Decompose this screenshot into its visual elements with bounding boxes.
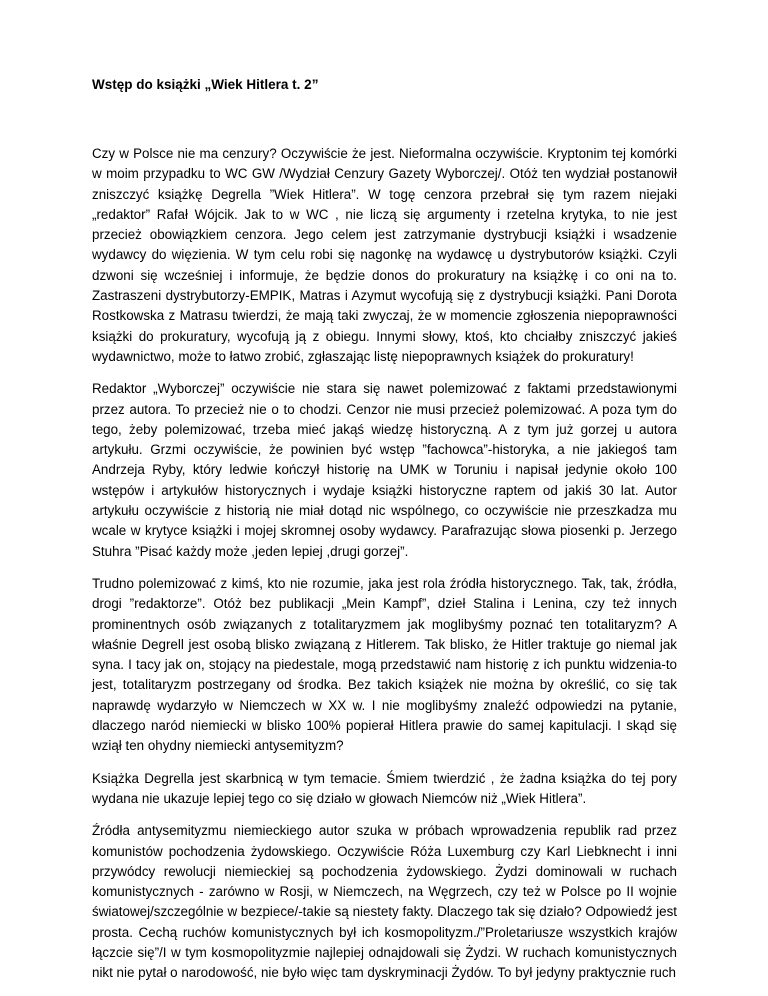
- document-page: [92, 76, 677, 996]
- document-title: Wstęp do książki „Wiek Hitlera t. 2”: [92, 77, 319, 92]
- paragraph: Książka Degrella jest skarbnicą w tym temacie. Śmiem twierdzić , że żadna książka do tej pory wydana nie ukazuje lepiej tego co się działo w głowach Niemców niż „Wiek Hitlera”.: [92, 770, 677, 806]
- paragraph: Redaktor „Wyborczej” oczywiście nie stara się nawet polemizować z faktami przedstawionymi przez autora. To przecież nie o to chodzi. Cenzor nie musi przecież polemizować. A poza tym do tego, żeby polemizować, trzeba mieć jakąś wiedzę historyczną. A z tym już gorzej u autora artykułu. Grzmi oczywiście, że powinien być wstęp ”fachowca”-historyka, a nie jakiegoś tam Andrzeja Ryby, który ledwie kończył historię na UMK w Toruniu i napisał jedynie około 100 wstępów i artykułów historycznych i wydaje książki historyczne raptem od jakiś 30 lat. Autor artykułu oczywiście z historią nie miał dotąd nic wspólnego, co oczywiście nie przeszkadza mu wcale w krytyce książki i mojej skromnej osoby wydawcy. Parafrazując słowa piosenki p. Jerzego Stuhra ”Pisać każdy może ,jeden lepiej ,drugi gorzej”.: [92, 381, 677, 559]
- paragraph: Źródła antysemityzmu niemieckiego autor szuka w próbach wprowadzenia republik rad przez komunistów pochodzenia żydowskiego. Oczywiście Róża Luxemburg czy Karl Liebknecht i inni przywódcy rewolucji niemieckiej są pochodzenia żydowskiego. Żydzi dominowali w ruchach komunistycznych - zarówno w Rosji, w Niemczech, na Węgrzech, czy też w Polsce po II wojnie światowej/szczególnie w bezpiece/-takie są niestety fakty. Dlaczego tak się działo? Odpowiedź jest prosta. Cechą ruchów komunistycznych był ich kosmopolityzm./”Proletariusze wszystkich krajów łączcie się”/I w tym kosmopolityzmie najlepiej odnajdowali się Żydzi. W ruchach komunistycznych nikt nie pytał o narodowość, nie było więc tam dyskryminacji Żydów. To był jedyny praktycznie ruch: [92, 823, 677, 981]
- paragraph: Trudno polemizować z kimś, kto nie rozumie, jaka jest rola źródła historycznego. Tak, tak, źródła, drogi ”redaktorze”. Otóż bez publikacji „Mein Kampf”, dzieł Stalina i Lenina, czy też innych prominentnych osób związanych z totalitaryzmem jak moglibyśmy poznać ten totalitaryzm? A właśnie Degrell jest osobą blisko związaną z Hitlerem. Tak blisko, że Hitler traktuje go niemal jak syna. I tacy jak on, stojący na piedestale, mogą przedstawić nam historię z ich punktu widzenia-to jest, totalitaryzm postrzegany od środka. Bez takich książek nie można by określić, co się tak naprawdę wydarzyło w Niemczech w XX w. I nie moglibyśmy znaleźć odpowiedzi na pytanie, dlaczego naród niemiecki w blisko 100% popierał Hitlera prawie do samej kapitulacji. I skąd się wziął ten ohydny niemiecki antysemityzm?: [92, 575, 677, 754]
- paragraph: Czy w Polsce nie ma cenzury? Oczywiście że jest. Nieformalna oczywiście. Kryptonim tej komórki w moim przypadku to WC GW /Wydział Cenzury Gazety Wyborczej/. Otóż ten wydział postanowił zniszczyć książkę Degrella ”Wiek Hitlera”. W togę cenzora przebrał się tym razem niejaki „redaktor” Rafał Wójcik. Jak to w WC , nie liczą się argumenty i rzetelna krytyka, to nie jest przecież obowiązkiem cenzora. Jego celem jest zatrzymanie dystrybucji książki i wsadzenie wydawcy do więzienia. W tym celu robi się nagonkę na wydawcę u dystrybutorów książki. Czyli dzwoni się wcześniej i informuje, że będzie donos do prokuratury na książkę i co oni na to. Zastraszeni dystrybutorzy-EMPIK, Matras i Azymut wycofują się z dystrybucji książki. Pani Dorota Rostkowska z Matrasu twierdzi, że mają taki zwyczaj, że w momencie zgłoszenia niepoprawności książki do prokuratury, wycofują ją z obiegu. Innymi słowy, ktoś, kto chciałby zniszczyć jakieś wydawnictwo, może to łatwo zrobić, zgłaszając listę niepoprawnych książek do prokuratury!: [92, 146, 677, 364]
